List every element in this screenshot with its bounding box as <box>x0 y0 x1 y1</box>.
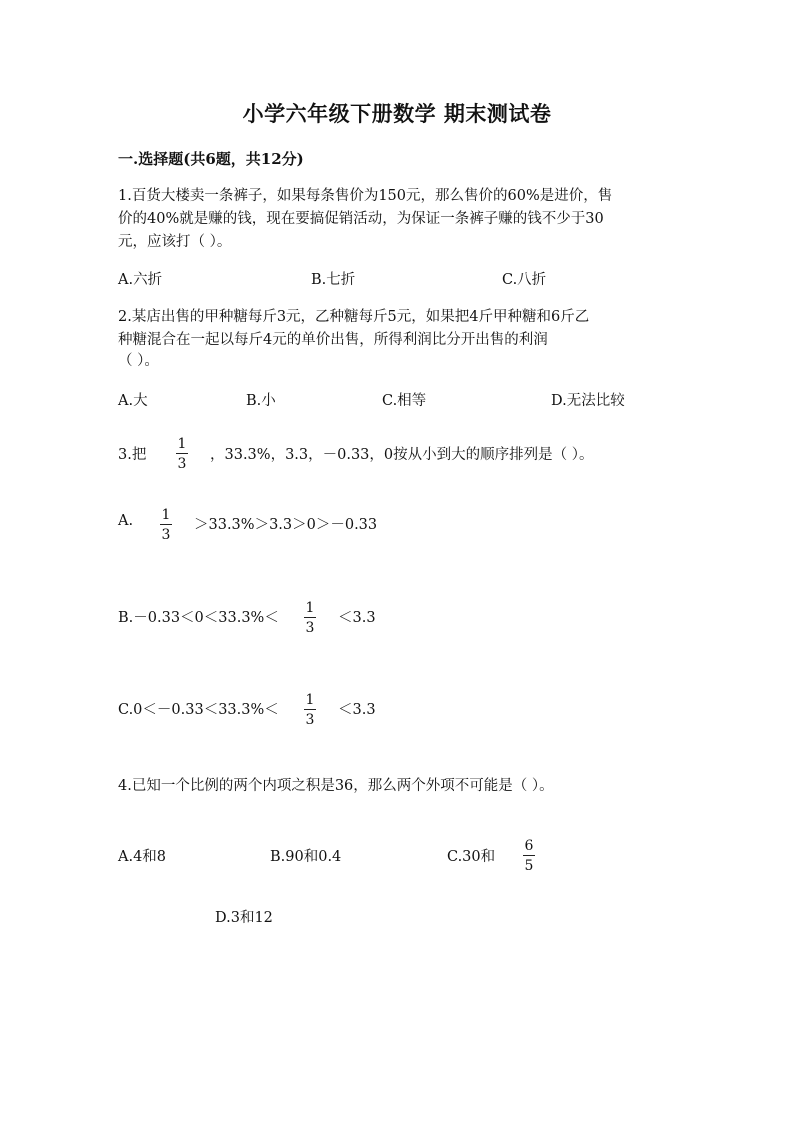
q1-option-b: B.七折 <box>311 272 356 288</box>
q3-option-a-label: A. <box>118 513 134 529</box>
q2-option-d: D.无法比较 <box>551 393 625 409</box>
q4-option-a: A.4和8 <box>118 849 167 865</box>
q3-option-c-fraction <box>302 692 318 728</box>
q1-line-1: 1.百货大楼卖一条裤子，如果每条售价为150元，那么售价的60%是进价，售 <box>118 188 613 204</box>
q2-option-b: B.小 <box>246 393 276 409</box>
q4-option-b: B.90和0.4 <box>270 849 342 865</box>
q4-option-d: D.3和12 <box>215 910 273 926</box>
q3-option-b-text: B.－0.33＜0＜33.3%＜ <box>118 610 279 626</box>
fraction-denominator: 3 <box>305 620 315 636</box>
fraction-denominator: 3 <box>177 456 187 472</box>
q3-option-b-tail: ＜3.3 <box>338 610 376 626</box>
q3-option-c-tail: ＜3.3 <box>338 702 376 718</box>
fraction-bar <box>304 617 316 618</box>
fraction-denominator: 3 <box>161 527 171 543</box>
q3-option-a-fraction <box>158 507 174 543</box>
q2-line-1: 2.某店出售的甲种糖每斤3元，乙种糖每斤5元，如果把4斤甲种糖和6斤乙 <box>118 309 590 325</box>
q1-option-a: A.六折 <box>118 272 163 288</box>
fraction-bar <box>523 855 535 856</box>
fraction-numerator: 1 <box>305 600 315 616</box>
q3-option-c-text: C.0＜－0.33＜33.3%＜ <box>118 702 279 718</box>
q4-option-c-fraction <box>521 838 537 874</box>
fraction-numerator: 1 <box>177 436 187 452</box>
section-heading: 一.选择题(共6题，共12分) <box>118 150 304 168</box>
fraction-denominator: 5 <box>524 858 534 874</box>
q2-option-a: A.大 <box>118 393 148 409</box>
fraction-numerator: 6 <box>524 838 534 854</box>
q3-stem-prefix: 3.把 <box>118 447 147 463</box>
q3-option-a-text: ＞33.3%＞3.3＞0＞－0.33 <box>194 517 378 533</box>
fraction-numerator: 1 <box>161 507 171 523</box>
fraction-bar <box>176 453 188 454</box>
q2-option-c: C.相等 <box>382 393 427 409</box>
q3-fraction <box>174 436 190 472</box>
fraction-bar <box>304 709 316 710</box>
q4-stem: 4.已知一个比例的两个内项之积是36，那么两个外项不可能是（ ）。 <box>118 778 554 794</box>
page-title: 小学六年级下册数学 期末测试卷 <box>242 101 552 126</box>
q4-option-c: C.30和 <box>447 849 496 865</box>
q3-stem-suffix: ，33.3%，3.3，－0.33，0按从小到大的顺序排列是（ ）。 <box>210 447 594 463</box>
q2-line-2: 种糖混合在一起以每斤4元的单价出售，所得利润比分开出售的利润 <box>118 332 548 348</box>
q2-line-3: （ ）。 <box>118 353 159 369</box>
q1-line-2: 价的40%就是赚的钱，现在要搞促销活动，为保证一条裤子赚的钱不少于30 <box>118 211 604 227</box>
q1-option-c: C.八折 <box>502 272 547 288</box>
q3-option-b-fraction <box>302 600 318 636</box>
q1-line-3: 元，应该打（ ）。 <box>118 234 232 250</box>
fraction-bar <box>160 524 172 525</box>
fraction-denominator: 3 <box>305 712 315 728</box>
fraction-numerator: 1 <box>305 692 315 708</box>
